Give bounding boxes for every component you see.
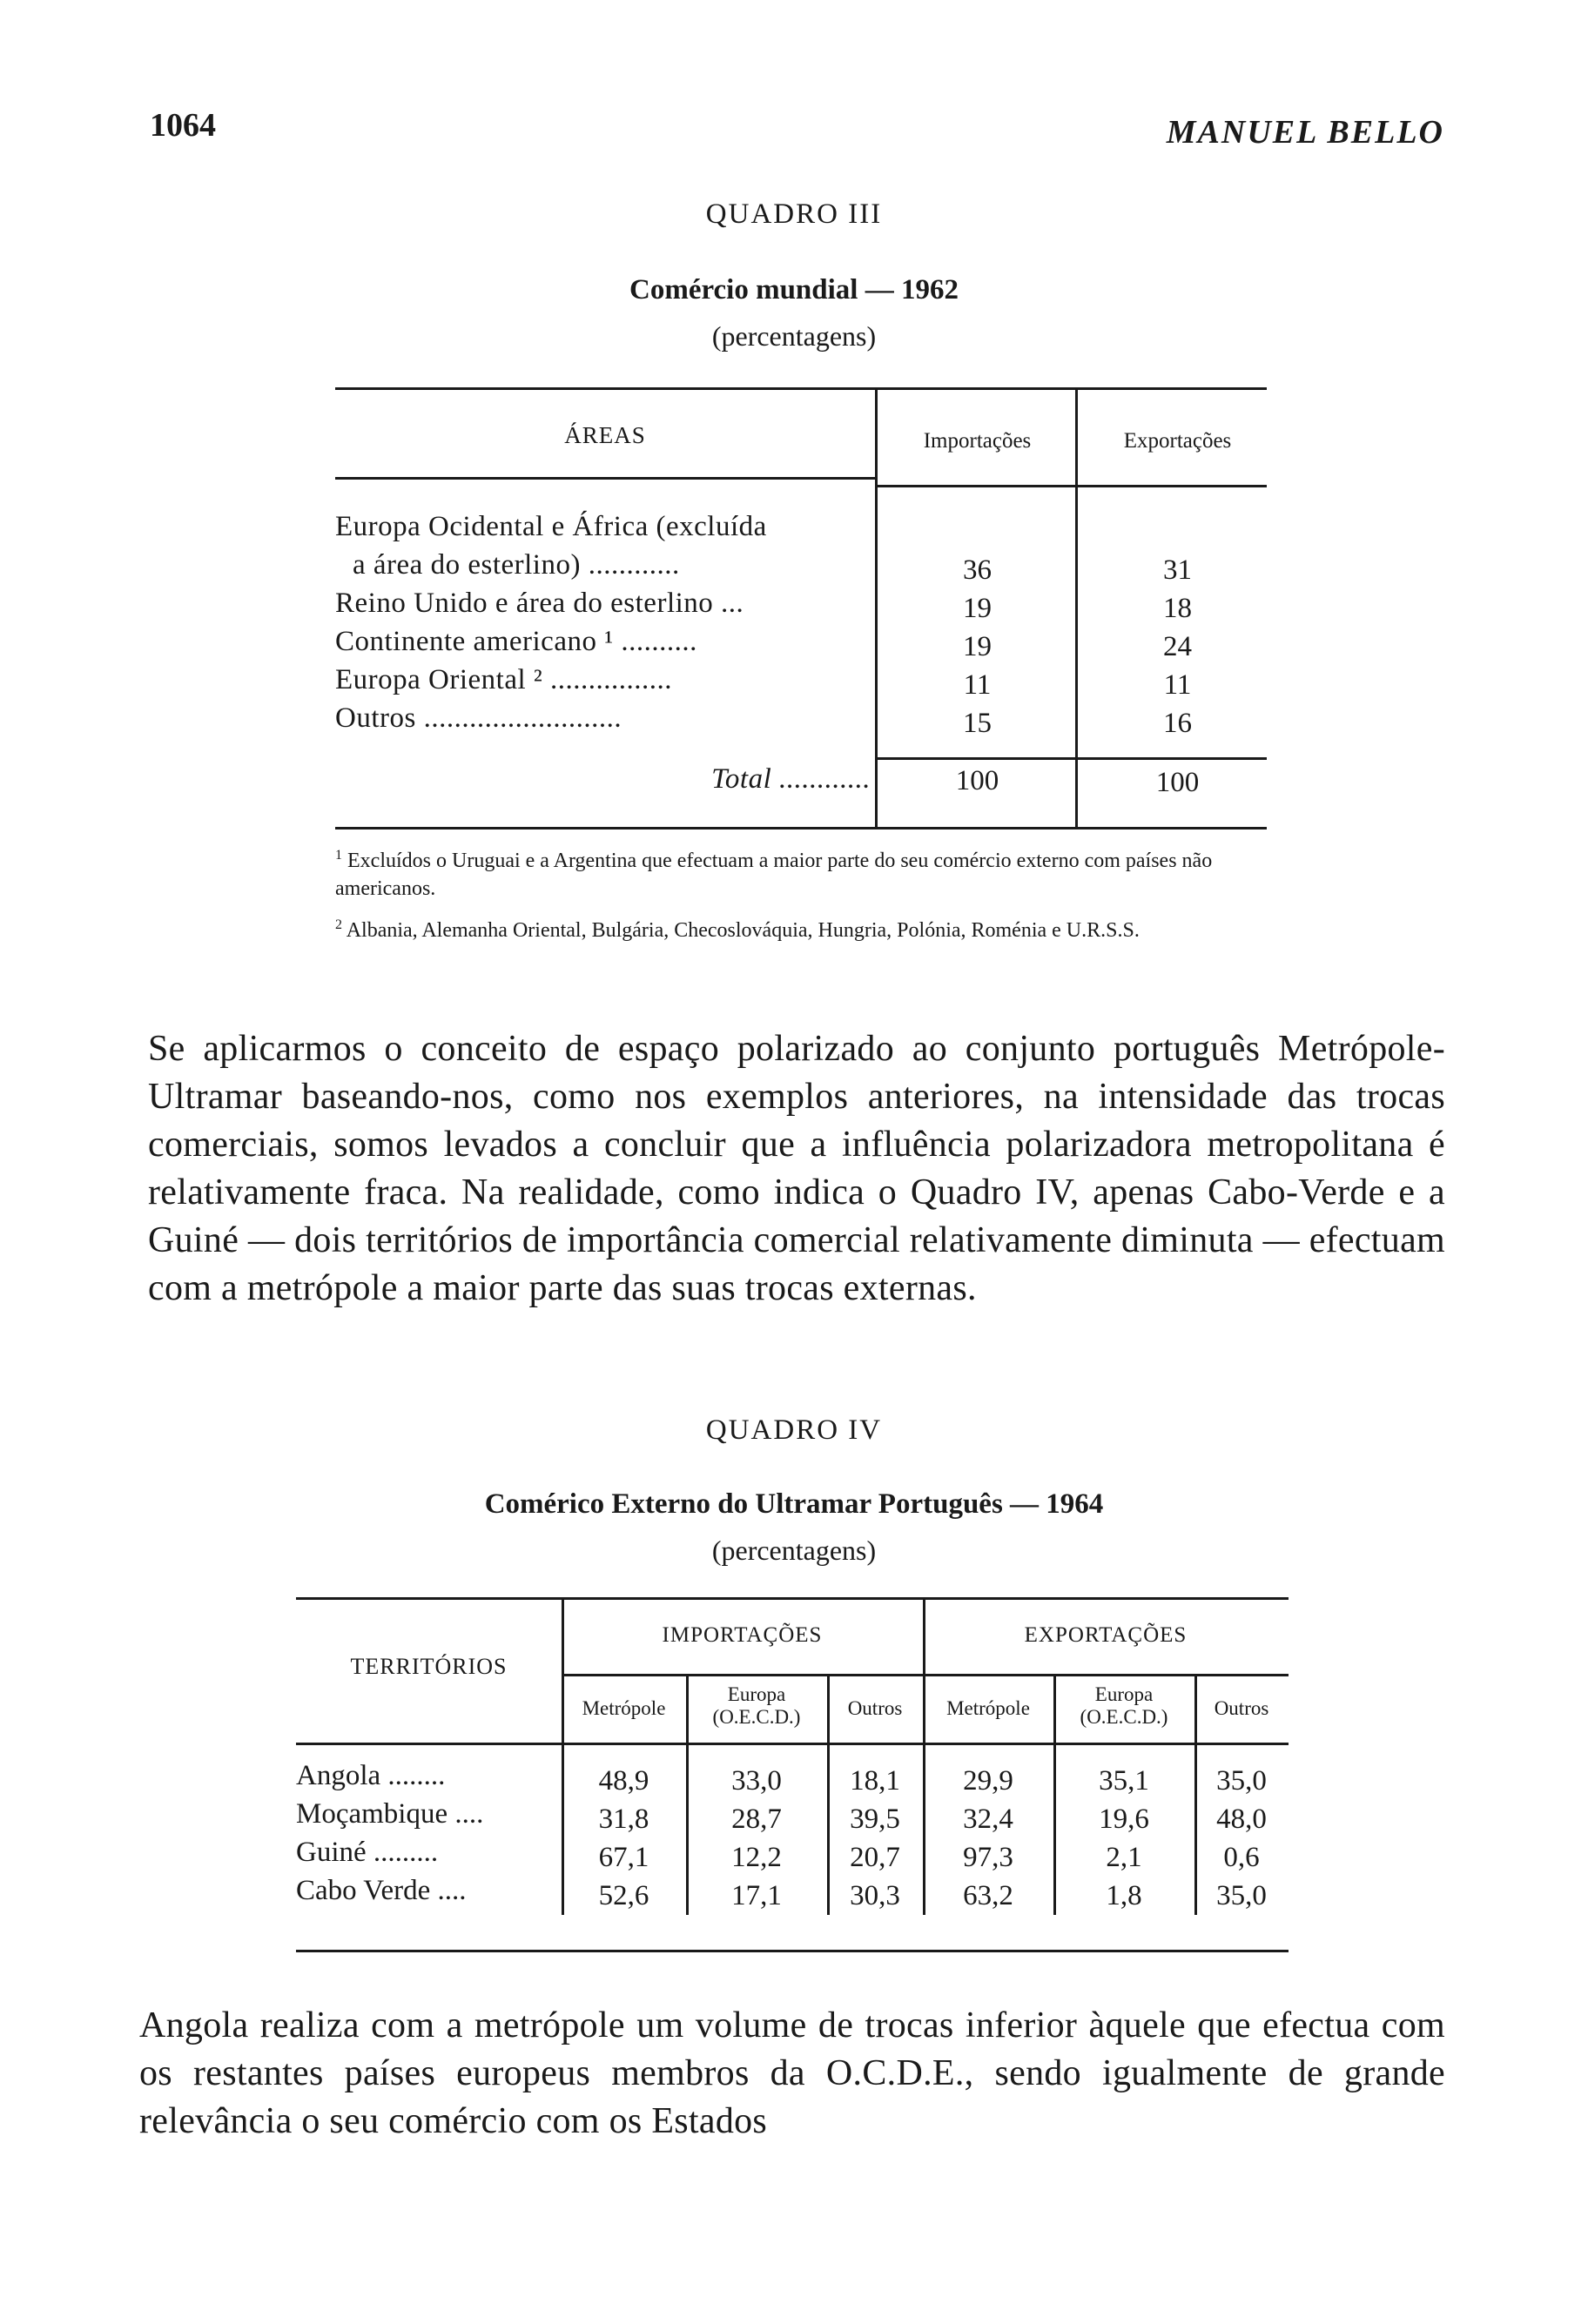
table-rule [335,387,1267,390]
body-paragraph: Se aplicarmos o conceito de espaço polarizado ao conjunto português Metrópole-Ultramar baseando-nos, como nos exemplos anteriores, na intensidade das trocas comerciais, somos levados a concluir que a influência polarizadora metropolitana é relativamente fraca. Na realidade, como indica o Quadro IV, apenas Cabo-Verde e a Guiné — dois territórios de importância comercial relativamente diminuta — efectuam com a metrópole a maior parte das suas trocas externas. [148,1029,1445,1308]
row-label: Europa Oriental ² ................ [335,664,673,695]
running-head: MANUEL BELLO [1166,114,1444,151]
row-label: a área do esterlino) ............ [353,549,680,581]
cell-imp-europa: 33,0 [731,1765,782,1797]
cell-imp-metropole: 31,8 [598,1803,649,1835]
cell-exp-outros: 48,0 [1216,1803,1267,1835]
table-rule [1075,485,1267,487]
column-group-importacoes: IMPORTAÇÕES [662,1623,823,1647]
cell-imp-europa: 12,2 [731,1842,782,1873]
column-header-metropole: Metrópole [582,1697,666,1719]
column-header-importacoes: Importações [923,429,1032,453]
cell-exp-metropole: 29,9 [963,1765,1013,1797]
column-divider [875,387,878,827]
cell-importacoes: 36 [963,554,992,586]
quadro3-title: Comércio mundial — 1962 [629,274,959,306]
column-divider [1075,387,1078,827]
column-header-metropole: Metrópole [946,1697,1030,1719]
cell-exportacoes: 18 [1163,593,1192,624]
cell-exp-metropole: 63,2 [963,1880,1013,1911]
table-rule [875,757,1075,760]
column-header-oecd: (O.E.C.D.) [712,1706,801,1728]
column-header-exportacoes: Exportações [1123,429,1232,453]
cell-imp-outros: 30,3 [850,1880,900,1911]
column-header-outros: Outros [847,1697,903,1719]
footnote-mark: 2 [335,917,342,932]
table-rule [296,1950,1289,1952]
row-label: Angola ........ [296,1760,446,1791]
cell-importacoes: 11 [963,669,992,701]
cell-imp-outros: 39,5 [850,1803,900,1835]
column-group-exportacoes: EXPORTAÇÕES [1024,1623,1188,1647]
column-header-oecd: (O.E.C.D.) [1080,1706,1168,1728]
quadro3-table [335,387,1267,840]
body-paragraph: Angola realiza com a metrópole um volume de trocas inferior àquele que efectua com os restantes países europeus membros da O.C.D.E., sendo igualmente de grande relevância o seu comércio com os Estados [139,2005,1445,2141]
page-number: 1064 [150,107,216,144]
quadro3-label: QUADRO III [705,198,883,230]
table-rule [335,827,1267,830]
cell-exp-europa: 1,8 [1106,1880,1142,1911]
cell-exp-europa: 2,1 [1106,1842,1142,1873]
cell-exp-metropole: 32,4 [963,1803,1013,1835]
cell-exportacoes: 11 [1163,669,1192,701]
quadro4-table [296,1597,1289,1967]
cell-exportacoes: 31 [1163,554,1192,586]
cell-importacoes: 19 [963,631,992,662]
table-rule [1075,757,1267,760]
cell-imp-europa: 17,1 [731,1880,782,1911]
cell-exportacoes: 16 [1163,708,1192,739]
quadro4-title: Comérico Externo do Ultramar Português — 1964 [484,1488,1104,1520]
cell-imp-outros: 18,1 [850,1765,900,1797]
cell-imp-metropole: 52,6 [598,1880,649,1911]
total-exportacoes: 100 [1155,767,1200,798]
quadro4-subtitle: (percentagens) [711,1535,877,1566]
cell-importacoes: 15 [963,708,992,739]
column-header-areas: ÁREAS [564,422,646,448]
column-header-territorios: TERRITÓRIOS [350,1654,508,1679]
cell-exp-europa: 35,1 [1099,1765,1149,1797]
table-rule [335,477,875,480]
cell-importacoes: 19 [963,593,992,624]
total-label: Total ............ [711,763,871,795]
footnote-text: Excluídos o Uruguai e a Argentina que efectuam a maior parte do seu comércio externo com países não americanos. [335,850,1213,900]
total-importacoes: 100 [955,765,999,796]
footnote-mark: 1 [335,848,342,863]
cell-exp-outros: 0,6 [1223,1842,1260,1873]
row-label: Continente americano ¹ .......... [335,626,697,657]
row-label: Guiné ......... [296,1837,439,1868]
row-label: Cabo Verde .... [296,1875,467,1906]
table-rule [296,1597,1289,1600]
quadro3-subtitle: (percentagens) [711,320,877,352]
cell-imp-metropole: 67,1 [598,1842,649,1873]
column-header-outros: Outros [1214,1697,1269,1719]
footnote-1 [335,842,1267,903]
row-label: Reino Unido e área do esterlino ... [335,588,744,619]
cell-exp-metropole: 97,3 [963,1842,1013,1873]
cell-imp-europa: 28,7 [731,1803,782,1835]
table-rule [296,1743,1289,1745]
row-label: Moçambique .... [296,1798,484,1830]
column-header-europa: Europa [727,1683,786,1705]
footnote-2 [335,911,1267,944]
footnote-text: Albania, Alemanha Oriental, Bulgária, Checoslováquia, Hungria, Polónia, Roménia e U.R.S.S. [346,919,1140,942]
row-label: Outros .......................... [335,702,622,734]
row-label: Europa Ocidental e África (excluída [335,511,767,542]
cell-imp-metropole: 48,9 [598,1765,649,1797]
table-rule [875,485,1075,487]
cell-exp-outros: 35,0 [1216,1880,1267,1911]
column-header-europa: Europa [1094,1683,1154,1705]
cell-exportacoes: 24 [1163,631,1192,662]
cell-exp-outros: 35,0 [1216,1765,1267,1797]
table-rule [562,1674,1289,1676]
cell-exp-europa: 19,6 [1099,1803,1149,1835]
cell-imp-outros: 20,7 [850,1842,900,1873]
quadro4-label: QUADRO IV [705,1414,883,1446]
